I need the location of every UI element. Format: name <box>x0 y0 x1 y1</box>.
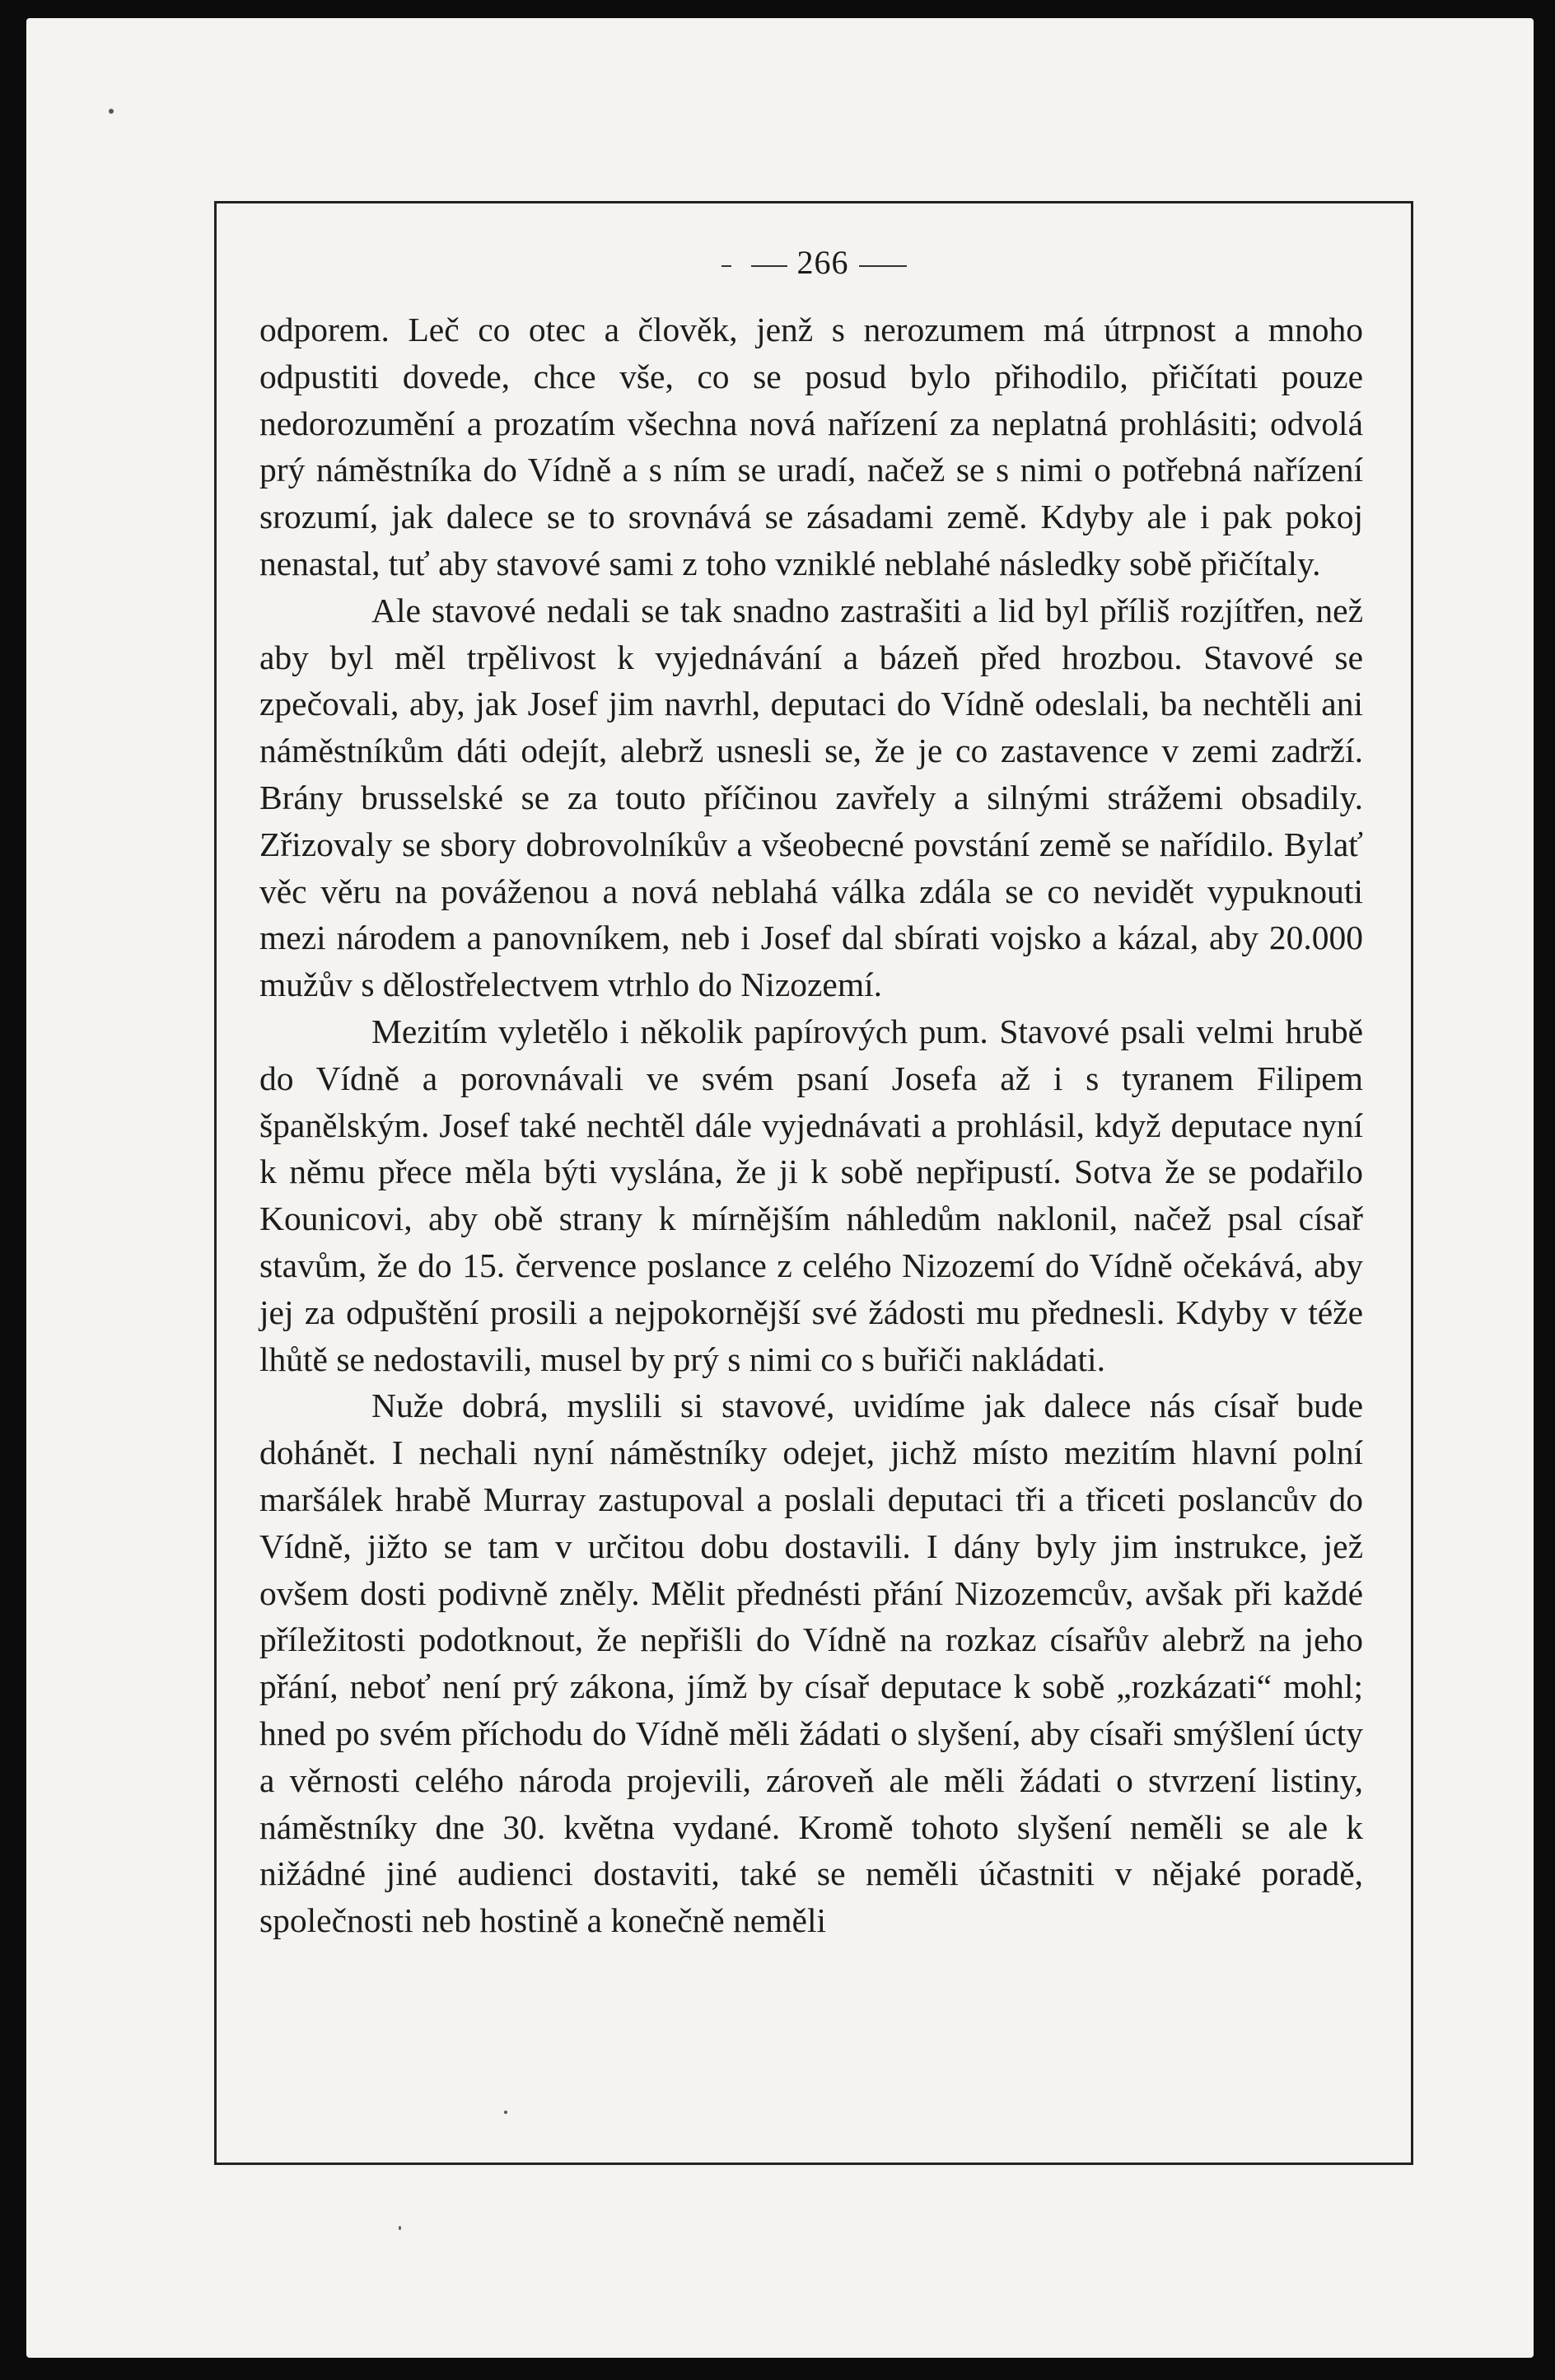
paragraph-4: Nuže dobrá, myslili si stavové, uvidíme jak dalece nás císař bude dohánět. I nechali nyní náměstníky odejet, jichž místo mezitím hlavní polní maršálek hrabě Murray zastupoval a poslali deputaci tři a třiceti poslancův do Vídně, jižto se tam v určitou dobu dostavili. I dány byly jim instrukce, jež ovšem dosti podivně zněly. Mělit přednésti přání Nizozemcův, avšak při každé příležitosti podotknout, že nepřišli do Vídně na rozkaz císařův alebrž na jeho přání, neboť není prý zákona, jímž by císař deputace k sobě „rozkázati“ mohl; hned po svém příchodu do Vídně měli žádati o slyšení, aby císaři smýšlení úcty a věrnosti celého národa projevili, zároveň ale měli žádati o stvrzení listiny, náměstníky dne 30. května vydané. Kromě tohoto slyšení neměli se ale k nižádné jiné audienci dostaviti, také se neměli účastniti v nějaké poradě, společnosti neb hostině a konečně neměli <box>259 1386 1363 1940</box>
paragraph-2: Ale stavové nedali se tak snadno zastrašiti a lid byl příliš rozjítřen, než aby byl měl trpělivost k vyjednávání a bázeň před hrozbou. Stavové se zpečovali, aby, jak Josef jim navrhl, deputaci do Vídně odeslali, ba nechtěli ani náměstníkům dáti odejít, alebrž usnesli se, že je co zastavence v zemi zadrží. Brány brusselské se za touto příčinou zavřely a silnými strážemi obsadily. Zřizovaly se sbory dobrovolníkův a všeobecné povstání země se nařídilo. Bylať věc věru na pováženou a nová neblahá válka zdála se co nevidět vypuknouti mezi národem a panovníkem, neb i Josef dal sbírati vojsko a kázal, aby 20.000 mužův s dělostřelectvem vtrhlo do Nizozemí. <box>259 591 1363 1004</box>
paper-speck <box>504 2111 507 2114</box>
body-text <box>259 306 1363 1944</box>
header-dash <box>751 265 787 267</box>
paper-speck <box>399 2226 401 2230</box>
text-frame <box>214 201 1413 2165</box>
paragraph-3: Mezitím vyletělo i několik papírových pum. Stavové psali velmi hrubě do Vídně a porovnávali ve svém psaní Josefa až i s tyranem Filipem španělským. Josef také nechtěl dále vyjednávati a prohlásil, když deputace nyní k němu přece měla býti vyslána, že ji k sobě nepřipustí. Sotva že se podařilo Kounicovi, aby obě strany k mírnějším náhledům naklonil, načež psal císař stavům, že do 15. července poslance z celého Nizozemí do Vídně očekává, aby jej za odpuštění prosili a nejpokornější své žádosti mu přednesli. Kdyby v téže lhůtě se nedostavili, musel by prý s nimi co s buřiči nakládati. <box>259 1012 1363 1378</box>
page-header <box>217 243 1411 282</box>
paragraph-1: odporem. Leč co otec a člověk, jenž s nerozumem má útrpnost a mnoho odpustiti dovede, chce vše, co se posud bylo přihodilo, přičítati pouze nedorozumění a prozatím všechna nová nařízení za neplatná prohlásiti; odvolá prý náměstníka do Vídně a s ním se uradí, načež se s nimi o potřebná nařízení srozumí, jak dalece se to srovnává se zásadami země. Kdyby ale i pak pokoj nenastal, tuť aby stavové sami z toho vzniklé neblahé následky sobě přičítaly. <box>259 311 1363 582</box>
header-dash <box>859 265 907 267</box>
header-dash <box>721 265 731 267</box>
book-page <box>26 18 1534 2358</box>
paper-speck <box>109 109 114 114</box>
page-number: 266 <box>796 244 849 281</box>
